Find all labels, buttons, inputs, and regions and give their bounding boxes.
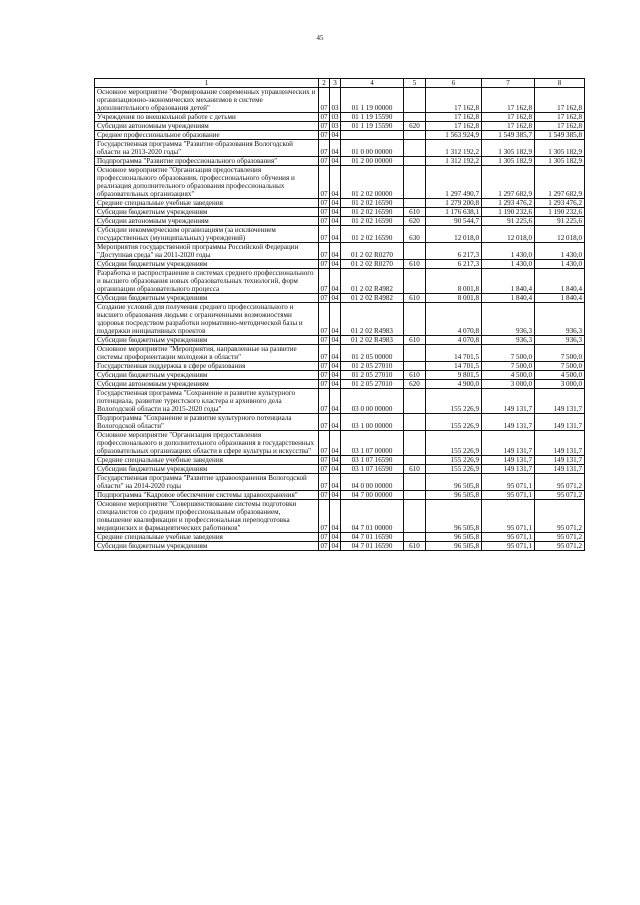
name-cell: Субсидии бюджетным учреждениям bbox=[95, 465, 319, 474]
section-cell: 07 bbox=[320, 533, 328, 541]
table-row bbox=[95, 414, 585, 431]
amount-cell: 149 131,7 bbox=[482, 414, 535, 431]
expense-type-cell: 620 bbox=[404, 122, 426, 131]
header-cell: 8 bbox=[535, 79, 585, 88]
section-cell: 07 bbox=[320, 465, 328, 473]
amount-cell: 7 500,0 bbox=[482, 345, 535, 362]
amount-cell: 155 226,9 bbox=[426, 456, 482, 465]
amount-cell: 96 505,8 bbox=[426, 474, 482, 491]
amount-cell: 1 840,4 bbox=[482, 269, 535, 294]
subsection-cell: 04 bbox=[330, 243, 341, 260]
amount-cell: 17 162,8 bbox=[426, 88, 482, 113]
table-row bbox=[95, 217, 585, 226]
amount-cell: 7 500,0 bbox=[535, 362, 585, 371]
amount-cell: 91 225,6 bbox=[482, 217, 535, 226]
section-cell: 07 bbox=[320, 122, 328, 130]
amount-cell: 91 225,6 bbox=[535, 217, 585, 226]
name-cell: Подпрограмма "Развитие профессионального образования" bbox=[95, 157, 319, 166]
amount-cell: 1 430,0 bbox=[535, 243, 585, 260]
section-cell: 07 bbox=[320, 157, 328, 165]
section-cell: 07 bbox=[319, 243, 330, 260]
amount-cell: 149 131,7 bbox=[482, 456, 535, 465]
expense-type-cell bbox=[404, 474, 426, 491]
table-row bbox=[95, 456, 585, 465]
table-row bbox=[95, 474, 585, 491]
expense-type-cell bbox=[404, 491, 426, 500]
subsection-cell: 04 bbox=[331, 294, 339, 302]
amount-cell: 6 217,3 bbox=[426, 243, 482, 260]
amount-cell: 9 801,5 bbox=[426, 371, 482, 380]
target-article-cell: 01 1 19 00000 bbox=[341, 88, 404, 113]
expense-type-cell bbox=[404, 456, 426, 465]
amount-cell: 95 071,2 bbox=[535, 500, 585, 533]
subsection-cell: 04 bbox=[330, 414, 341, 431]
table-row bbox=[95, 122, 585, 131]
amount-cell: 6 217,3 bbox=[426, 260, 482, 269]
section-cell: 07 bbox=[319, 226, 330, 243]
table-row bbox=[95, 371, 585, 380]
name-cell: Субсидии бюджетным учреждениям bbox=[95, 371, 319, 380]
section-cell: 07 bbox=[319, 303, 330, 336]
amount-cell: 155 226,9 bbox=[426, 389, 482, 414]
target-article-cell: 01 1 19 15590 bbox=[341, 113, 404, 122]
subsection-cell: 04 bbox=[331, 465, 339, 473]
amount-cell: 936,3 bbox=[482, 336, 535, 345]
amount-cell: 1 176 638,1 bbox=[426, 208, 482, 217]
amount-cell: 95 071,2 bbox=[535, 491, 585, 500]
section-cell: 07 bbox=[319, 414, 330, 431]
subsection-cell: 04 bbox=[330, 303, 341, 336]
amount-cell: 1 305 182,9 bbox=[535, 157, 585, 166]
amount-cell: 12 018,0 bbox=[426, 226, 482, 243]
amount-cell: 1 312 192,2 bbox=[426, 140, 482, 157]
expense-type-cell: 610 bbox=[404, 260, 426, 269]
table-row bbox=[95, 336, 585, 345]
table-row bbox=[95, 260, 585, 269]
amount-cell: 149 131,7 bbox=[482, 389, 535, 414]
target-article-cell: 01 2 02 16590 bbox=[341, 208, 404, 217]
target-article-cell: 01 2 02 R4983 bbox=[341, 336, 404, 345]
section-cell: 07 bbox=[320, 131, 328, 139]
amount-cell: 149 131,7 bbox=[482, 431, 535, 456]
section-cell: 07 bbox=[320, 199, 328, 207]
table-row bbox=[95, 303, 585, 336]
header-cell: 4 bbox=[341, 79, 404, 88]
table-row bbox=[95, 380, 585, 389]
name-cell: Субсидии автономным учреждениям bbox=[95, 217, 319, 226]
name-cell: Средние специальные учебные заведения bbox=[95, 456, 319, 465]
expense-type-cell bbox=[404, 113, 426, 122]
name-cell: Субсидии бюджетным учреждениям bbox=[95, 542, 319, 551]
table-row bbox=[95, 88, 585, 113]
amount-cell: 1 293 476,2 bbox=[535, 199, 585, 208]
expense-type-cell: 610 bbox=[404, 465, 426, 474]
expense-type-cell bbox=[404, 345, 426, 362]
amount-cell: 1 840,4 bbox=[482, 294, 535, 303]
amount-cell: 155 226,9 bbox=[426, 414, 482, 431]
amount-cell: 17 162,8 bbox=[482, 88, 535, 113]
subsection-cell: 03 bbox=[330, 88, 341, 113]
section-cell: 07 bbox=[320, 113, 328, 121]
expense-type-cell: 620 bbox=[404, 380, 426, 389]
expense-type-cell bbox=[404, 431, 426, 456]
expense-type-cell: 630 bbox=[404, 226, 426, 243]
table-row bbox=[95, 345, 585, 362]
amount-cell: 1 840,4 bbox=[535, 269, 585, 294]
amount-cell: 1 305 182,9 bbox=[535, 140, 585, 157]
expense-type-cell: 610 bbox=[404, 208, 426, 217]
target-article-cell: 03 1 00 00000 bbox=[341, 414, 404, 431]
amount-cell: 4 070,8 bbox=[426, 303, 482, 336]
amount-cell: 4 900,0 bbox=[426, 380, 482, 389]
subsection-cell: 04 bbox=[331, 199, 339, 207]
name-cell: Государственная поддержка в сфере образования bbox=[95, 362, 319, 371]
section-cell: 07 bbox=[320, 371, 328, 379]
target-article-cell: 01 2 05 00000 bbox=[341, 345, 404, 362]
name-cell: Основное мероприятие "Организация предоставления профессионального образования, профессионального обучения и реализация дополнительного образования профессиональных образовательных организациях" bbox=[95, 166, 319, 199]
target-article-cell: 03 0 00 00000 bbox=[341, 389, 404, 414]
amount-cell: 149 131,7 bbox=[535, 389, 585, 414]
name-cell: Разработка и распространение в системах среднего профессионального и высшего образования новых образовательных технологий, форм организации образовательного процесса bbox=[95, 269, 319, 294]
section-cell: 07 bbox=[319, 88, 330, 113]
name-cell: Мероприятия государственной программы Российской Федерации "Доступная среда" на 2011-2020 годы bbox=[95, 243, 319, 260]
subsection-cell: 04 bbox=[331, 533, 339, 541]
name-cell: Субсидии автономным учреждениям bbox=[95, 380, 319, 389]
amount-cell: 96 505,8 bbox=[426, 500, 482, 533]
name-cell: Субсидии некоммерческим организациям (за исключением государственных (муниципальных) учреждений) bbox=[95, 226, 319, 243]
target-article-cell: 01 2 02 R4982 bbox=[341, 294, 404, 303]
target-article-cell: 01 0 00 00000 bbox=[341, 140, 404, 157]
expense-type-cell bbox=[404, 362, 426, 371]
amount-cell: 155 226,9 bbox=[426, 465, 482, 474]
subsection-cell: 04 bbox=[330, 500, 341, 533]
expense-type-cell bbox=[404, 157, 426, 166]
subsection-cell: 04 bbox=[331, 491, 339, 499]
subsection-cell: 04 bbox=[330, 226, 341, 243]
amount-cell: 936,3 bbox=[535, 303, 585, 336]
amount-cell: 14 701,5 bbox=[426, 345, 482, 362]
name-cell: Основное мероприятие "Формирование современных управленческих и организационно-экономических механизмов в системе дополнительного образования детей" bbox=[95, 88, 319, 113]
expense-type-cell bbox=[404, 88, 426, 113]
amount-cell: 7 500,0 bbox=[482, 362, 535, 371]
amount-cell: 1 305 182,9 bbox=[482, 157, 535, 166]
target-article-cell: 01 2 05 27010 bbox=[341, 380, 404, 389]
expense-type-cell: 610 bbox=[404, 542, 426, 551]
amount-cell: 1 297 682,9 bbox=[535, 166, 585, 199]
section-cell: 07 bbox=[319, 389, 330, 414]
section-cell: 07 bbox=[320, 362, 328, 370]
table-row bbox=[95, 269, 585, 294]
section-cell: 07 bbox=[319, 500, 330, 533]
section-cell: 07 bbox=[320, 294, 328, 302]
header-cell: 1 bbox=[95, 79, 319, 88]
target-article-cell: 01 2 02 00000 bbox=[341, 166, 404, 199]
name-cell: Учреждения по внешкольной работе с детьми bbox=[95, 113, 319, 122]
table-row bbox=[95, 131, 585, 140]
expense-type-cell bbox=[404, 533, 426, 542]
name-cell: Среднее профессиональное образование bbox=[95, 131, 319, 140]
expense-type-cell: 620 bbox=[404, 217, 426, 226]
amount-cell: 1 293 476,2 bbox=[482, 199, 535, 208]
header-cell: 7 bbox=[482, 79, 535, 88]
subsection-cell: 04 bbox=[331, 336, 339, 344]
subsection-cell: 04 bbox=[331, 217, 339, 225]
table-row bbox=[95, 362, 585, 371]
header-cell: 6 bbox=[426, 79, 482, 88]
amount-cell: 4 500,0 bbox=[482, 371, 535, 380]
target-article-cell: 04 7 00 00000 bbox=[341, 491, 404, 500]
subsection-cell: 03 bbox=[331, 113, 339, 121]
header-cell: 2 bbox=[319, 79, 330, 88]
section-cell: 07 bbox=[319, 140, 330, 157]
amount-cell: 149 131,7 bbox=[535, 456, 585, 465]
target-article-cell: 01 2 02 16590 bbox=[341, 199, 404, 208]
name-cell: Государственная программа "Развитие здравоохранения Вологодской области" на 2014-2020 годы bbox=[95, 474, 319, 491]
target-article-cell: 03 1 07 16590 bbox=[341, 456, 404, 465]
table-row bbox=[95, 157, 585, 166]
section-cell: 07 bbox=[320, 491, 328, 499]
subsection-cell: 04 bbox=[330, 269, 341, 294]
table-row bbox=[95, 140, 585, 157]
expense-type-cell bbox=[404, 303, 426, 336]
amount-cell: 1 279 200,8 bbox=[426, 199, 482, 208]
amount-cell: 149 131,7 bbox=[535, 465, 585, 474]
target-article-cell: 01 2 00 00000 bbox=[341, 157, 404, 166]
amount-cell: 936,3 bbox=[482, 303, 535, 336]
target-article-cell: 01 1 19 15590 bbox=[341, 122, 404, 131]
section-cell: 07 bbox=[319, 166, 330, 199]
target-article-cell: 04 7 01 16590 bbox=[341, 533, 404, 542]
amount-cell: 3 000,0 bbox=[535, 380, 585, 389]
target-article-cell: 03 1 07 00000 bbox=[341, 431, 404, 456]
name-cell: Основное мероприятие "Организация предоставления профессионального и дополнительного образования в государственных образовательных организациях области в сфере культуры и искусства" bbox=[95, 431, 319, 456]
subsection-cell: 04 bbox=[330, 474, 341, 491]
table-row bbox=[95, 208, 585, 217]
expense-type-cell: 610 bbox=[404, 294, 426, 303]
subsection-cell: 04 bbox=[330, 140, 341, 157]
name-cell: Подпрограмма "Сохранение и развитие культурного потенциала Вологодской области" bbox=[95, 414, 319, 431]
amount-cell: 4 070,8 bbox=[426, 336, 482, 345]
section-cell: 07 bbox=[319, 345, 330, 362]
amount-cell: 96 505,8 bbox=[426, 533, 482, 542]
amount-cell: 1 563 924,9 bbox=[426, 131, 482, 140]
expense-type-cell bbox=[404, 140, 426, 157]
amount-cell: 4 500,0 bbox=[535, 371, 585, 380]
subsection-cell: 04 bbox=[331, 157, 339, 165]
table-row bbox=[95, 199, 585, 208]
target-article-cell: 04 7 01 16590 bbox=[341, 542, 404, 551]
name-cell: Основное мероприятие "Мероприятия, направленные на развитие системы профориентации молодежи в области" bbox=[95, 345, 319, 362]
expense-type-cell bbox=[404, 414, 426, 431]
target-article-cell: 01 2 02 R4982 bbox=[341, 269, 404, 294]
section-cell: 07 bbox=[320, 542, 328, 550]
table-row bbox=[95, 243, 585, 260]
section-cell: 07 bbox=[320, 336, 328, 344]
name-cell: Основное мероприятие "Совершенствование системы подготовки специалистов со средним профессиональным образованием, повышение квалификации и профессиональная переподготовка медицинских и фармацевтических работников" bbox=[95, 500, 319, 533]
amount-cell: 17 162,8 bbox=[426, 122, 482, 131]
expense-type-cell bbox=[404, 243, 426, 260]
target-article-cell: 01 2 02 R0270 bbox=[341, 260, 404, 269]
amount-cell: 90 544,7 bbox=[426, 217, 482, 226]
target-article-cell: 03 1 07 16590 bbox=[341, 465, 404, 474]
section-cell: 07 bbox=[319, 474, 330, 491]
table-row bbox=[95, 542, 585, 551]
name-cell: Средние специальные учебные заведения bbox=[95, 533, 319, 542]
amount-cell: 14 701,5 bbox=[426, 362, 482, 371]
amount-cell: 1 297 490,7 bbox=[426, 166, 482, 199]
table-row bbox=[95, 226, 585, 243]
amount-cell: 1 190 232,6 bbox=[535, 208, 585, 217]
amount-cell: 1 312 192,2 bbox=[426, 157, 482, 166]
table-row bbox=[95, 500, 585, 533]
name-cell: Субсидии автономным учреждениям bbox=[95, 122, 319, 131]
table-row bbox=[95, 491, 585, 500]
amount-cell: 1 430,0 bbox=[482, 243, 535, 260]
subsection-cell: 04 bbox=[330, 345, 341, 362]
amount-cell: 1 840,4 bbox=[535, 294, 585, 303]
amount-cell: 8 001,8 bbox=[426, 294, 482, 303]
target-article-cell: 01 2 02 16590 bbox=[341, 217, 404, 226]
table-row bbox=[95, 113, 585, 122]
amount-cell: 1 549 385,8 bbox=[535, 131, 585, 140]
name-cell: Создание условий для получения среднего профессионального и высшего образования людьми с ограниченными возможностями здоровья посредством разработки нормативно-методической базы и поддержки инициативных проектов bbox=[95, 303, 319, 336]
amount-cell: 936,3 bbox=[535, 336, 585, 345]
name-cell: Субсидии бюджетным учреждениям bbox=[95, 260, 319, 269]
amount-cell: 96 505,8 bbox=[426, 542, 482, 551]
section-cell: 07 bbox=[319, 269, 330, 294]
amount-cell: 17 162,8 bbox=[482, 122, 535, 131]
header-cell: 5 bbox=[404, 79, 426, 88]
table-row bbox=[95, 389, 585, 414]
table-header-row bbox=[95, 79, 585, 88]
target-article-cell: 01 2 05 27010 bbox=[341, 371, 404, 380]
table-row bbox=[95, 533, 585, 542]
section-cell: 07 bbox=[320, 217, 328, 225]
amount-cell: 95 071,2 bbox=[535, 474, 585, 491]
amount-cell: 149 131,7 bbox=[482, 465, 535, 474]
subsection-cell: 04 bbox=[331, 260, 339, 268]
section-cell: 07 bbox=[320, 380, 328, 388]
amount-cell: 17 162,8 bbox=[535, 113, 585, 122]
amount-cell: 95 071,1 bbox=[482, 500, 535, 533]
table-row bbox=[95, 465, 585, 474]
amount-cell: 149 131,7 bbox=[535, 431, 585, 456]
expense-type-cell bbox=[404, 166, 426, 199]
expense-type-cell bbox=[404, 199, 426, 208]
amount-cell: 1 549 385,7 bbox=[482, 131, 535, 140]
target-article-cell: 01 2 02 R4983 bbox=[341, 303, 404, 336]
amount-cell: 1 430,0 bbox=[535, 260, 585, 269]
table-row bbox=[95, 294, 585, 303]
section-cell: 07 bbox=[319, 431, 330, 456]
name-cell: Субсидии бюджетным учреждениям bbox=[95, 336, 319, 345]
subsection-cell: 04 bbox=[330, 431, 341, 456]
name-cell: Государственная программа "Развитие образования Вологодской области на 2013-2020 годы" bbox=[95, 140, 319, 157]
target-article-cell: 04 0 00 00000 bbox=[341, 474, 404, 491]
target-article-cell: 04 7 01 00000 bbox=[341, 500, 404, 533]
subsection-cell: 03 bbox=[331, 122, 339, 130]
amount-cell: 95 071,1 bbox=[482, 533, 535, 542]
name-cell: Субсидии бюджетным учреждениям bbox=[95, 208, 319, 217]
amount-cell: 17 162,8 bbox=[426, 113, 482, 122]
budget-table bbox=[94, 78, 585, 551]
amount-cell: 17 162,8 bbox=[535, 122, 585, 131]
subsection-cell: 04 bbox=[331, 131, 339, 139]
expense-type-cell: 610 bbox=[404, 371, 426, 380]
amount-cell: 3 000,0 bbox=[482, 380, 535, 389]
amount-cell: 12 018,0 bbox=[482, 226, 535, 243]
header-cell: 3 bbox=[330, 79, 341, 88]
section-cell: 07 bbox=[320, 456, 328, 464]
amount-cell: 7 500,0 bbox=[535, 345, 585, 362]
amount-cell: 96 505,8 bbox=[426, 491, 482, 500]
amount-cell: 1 430,0 bbox=[482, 260, 535, 269]
amount-cell: 95 071,1 bbox=[482, 491, 535, 500]
amount-cell: 95 071,1 bbox=[482, 542, 535, 551]
amount-cell: 17 162,8 bbox=[482, 113, 535, 122]
expense-type-cell: 610 bbox=[404, 336, 426, 345]
target-article-cell bbox=[341, 131, 404, 140]
subsection-cell: 04 bbox=[331, 542, 339, 550]
expense-type-cell bbox=[404, 500, 426, 533]
table-row bbox=[95, 431, 585, 456]
amount-cell: 95 071,2 bbox=[535, 542, 585, 551]
amount-cell: 8 001,8 bbox=[426, 269, 482, 294]
amount-cell: 1 190 232,6 bbox=[482, 208, 535, 217]
target-article-cell: 01 2 05 27010 bbox=[341, 362, 404, 371]
amount-cell: 149 131,7 bbox=[535, 414, 585, 431]
name-cell: Субсидии бюджетным учреждениям bbox=[95, 294, 319, 303]
subsection-cell: 04 bbox=[330, 166, 341, 199]
section-cell: 07 bbox=[320, 208, 328, 216]
page-number: 45 bbox=[316, 34, 324, 42]
subsection-cell: 04 bbox=[330, 389, 341, 414]
amount-cell: 12 018,0 bbox=[535, 226, 585, 243]
amount-cell: 17 162,8 bbox=[535, 88, 585, 113]
target-article-cell: 01 2 02 16590 bbox=[341, 226, 404, 243]
name-cell: Государственная программа "Сохранение и развитие культурного потенциала, развитие туристского кластера и архивного дела Вологодской области на 2015-2020 годы" bbox=[95, 389, 319, 414]
amount-cell: 155 226,9 bbox=[426, 431, 482, 456]
name-cell: Средние специальные учебные заведения bbox=[95, 199, 319, 208]
table-row bbox=[95, 166, 585, 199]
amount-cell: 1 297 682,9 bbox=[482, 166, 535, 199]
subsection-cell: 04 bbox=[331, 380, 339, 388]
amount-cell: 95 071,2 bbox=[535, 533, 585, 542]
section-cell: 07 bbox=[320, 260, 328, 268]
amount-cell: 1 305 182,9 bbox=[482, 140, 535, 157]
subsection-cell: 04 bbox=[331, 208, 339, 216]
target-article-cell: 01 2 02 R0270 bbox=[341, 243, 404, 260]
subsection-cell: 04 bbox=[331, 371, 339, 379]
subsection-cell: 04 bbox=[331, 362, 339, 370]
expense-type-cell bbox=[404, 131, 426, 140]
name-cell: Подпрограмма "Кадровое обеспечение системы здравоохранения" bbox=[95, 491, 319, 500]
subsection-cell: 04 bbox=[331, 456, 339, 464]
expense-type-cell bbox=[404, 389, 426, 414]
amount-cell: 95 071,1 bbox=[482, 474, 535, 491]
expense-type-cell bbox=[404, 269, 426, 294]
